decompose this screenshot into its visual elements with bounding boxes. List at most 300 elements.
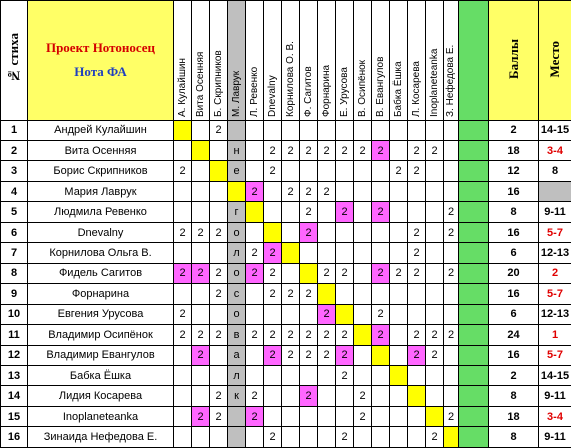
vote-cell: 2 — [444, 263, 459, 283]
judge-name: Вита Осенняя — [194, 51, 206, 117]
place-cell: 9-11 — [539, 386, 571, 406]
judge-header — [174, 1, 192, 121]
judge-header — [444, 1, 459, 121]
score-column-label: Баллы — [505, 38, 521, 79]
vote-cell — [192, 181, 210, 201]
row-number: 16 — [1, 427, 28, 448]
vote-cell — [408, 386, 426, 406]
row-number: 11 — [1, 325, 28, 345]
vote-cell — [390, 181, 408, 201]
vote-cell: 2 — [300, 345, 318, 365]
header-score — [489, 1, 539, 121]
table-row — [1, 120, 571, 140]
vote-cell — [444, 181, 459, 201]
vote-cell: 2 — [192, 263, 210, 283]
vote-cell — [282, 427, 300, 448]
score-cell: 18 — [489, 406, 539, 426]
spacer-cell — [459, 304, 489, 324]
vote-cell: 2 — [174, 222, 192, 242]
vote-cell — [354, 427, 372, 448]
vote-cell — [174, 386, 192, 406]
header-num — [1, 1, 28, 121]
vote-cell — [246, 161, 264, 181]
vote-cell — [372, 406, 390, 426]
vote-cell — [372, 386, 390, 406]
num-column-label: № стиха — [6, 33, 21, 85]
vote-cell — [444, 386, 459, 406]
score-cell: 12 — [489, 161, 539, 181]
vote-cell: 2 — [192, 406, 210, 426]
vote-cell — [282, 222, 300, 242]
vote-cell: 2 — [336, 345, 354, 365]
vote-cell — [192, 243, 210, 263]
vote-cell — [210, 243, 228, 263]
spacer-cell — [459, 181, 489, 201]
row-number: 13 — [1, 365, 28, 385]
vote-cell: 2 — [300, 181, 318, 201]
vote-cell — [390, 141, 408, 161]
vote-cell: 2 — [318, 325, 336, 345]
vote-cell — [390, 284, 408, 304]
vote-cell — [390, 365, 408, 385]
judge-name: Бабка Ёшка — [392, 60, 404, 117]
row-number: 4 — [1, 181, 28, 201]
vote-cell — [174, 181, 192, 201]
vote-cell — [426, 120, 444, 140]
vote-cell — [210, 161, 228, 181]
vote-cell — [192, 365, 210, 385]
vote-cell: е — [228, 161, 246, 181]
vote-cell — [408, 427, 426, 448]
judge-name: З. Нефедова Е. — [445, 44, 456, 117]
vote-cell — [426, 386, 444, 406]
spacer-cell — [459, 141, 489, 161]
poem-author: Лидия Косарева — [28, 386, 174, 406]
vote-cell: 2 — [318, 141, 336, 161]
vote-cell — [336, 386, 354, 406]
vote-cell — [444, 284, 459, 304]
vote-cell: 2 — [336, 141, 354, 161]
vote-cell: о — [228, 304, 246, 324]
vote-cell: 2 — [372, 263, 390, 283]
vote-cell — [354, 120, 372, 140]
spacer-cell — [459, 284, 489, 304]
vote-cell — [210, 181, 228, 201]
header-title-cell — [28, 1, 174, 121]
vote-cell: 2 — [318, 304, 336, 324]
vote-cell — [210, 427, 228, 448]
score-cell: 18 — [489, 141, 539, 161]
row-number: 3 — [1, 161, 28, 181]
vote-cell: 2 — [408, 222, 426, 242]
row-number: 9 — [1, 284, 28, 304]
vote-cell — [282, 386, 300, 406]
vote-cell: 2 — [426, 345, 444, 365]
table-row — [1, 202, 571, 222]
vote-cell — [264, 406, 282, 426]
place-cell: 14-15 — [539, 120, 571, 140]
vote-cell — [372, 120, 390, 140]
vote-cell: 2 — [210, 263, 228, 283]
vote-cell — [390, 243, 408, 263]
score-cell: 2 — [489, 365, 539, 385]
vote-cell — [354, 365, 372, 385]
vote-cell: 2 — [408, 263, 426, 283]
vote-cell: 2 — [282, 345, 300, 365]
spacer-cell — [459, 427, 489, 448]
vote-cell — [318, 243, 336, 263]
score-cell: 24 — [489, 325, 539, 345]
vote-cell: 2 — [192, 345, 210, 365]
vote-cell: 2 — [300, 202, 318, 222]
vote-cell — [228, 406, 246, 426]
vote-cell — [318, 202, 336, 222]
judge-name: Л. Ревенко — [248, 66, 260, 117]
vote-cell — [426, 304, 444, 324]
vote-cell: 2 — [300, 325, 318, 345]
vote-cell: 2 — [282, 284, 300, 304]
vote-cell: 2 — [336, 263, 354, 283]
score-cell: 16 — [489, 284, 539, 304]
vote-cell: 2 — [300, 141, 318, 161]
vote-cell — [390, 304, 408, 324]
judge-header — [282, 1, 300, 121]
vote-cell — [210, 365, 228, 385]
place-cell: 2 — [539, 263, 571, 283]
vote-cell — [354, 304, 372, 324]
vote-cell — [372, 243, 390, 263]
vote-cell — [390, 427, 408, 448]
judge-header — [390, 1, 408, 121]
vote-cell: 2 — [264, 263, 282, 283]
score-cell: 6 — [489, 304, 539, 324]
vote-cell — [318, 284, 336, 304]
judge-header — [246, 1, 264, 121]
place-cell: 12-13 — [539, 243, 571, 263]
vote-cell: 2 — [426, 141, 444, 161]
vote-cell: 2 — [336, 202, 354, 222]
vote-cell — [336, 406, 354, 426]
vote-cell: г — [228, 202, 246, 222]
vote-cell — [408, 284, 426, 304]
poem-author: Евгения Урусова — [28, 304, 174, 324]
vote-cell: 2 — [246, 406, 264, 426]
vote-cell — [372, 365, 390, 385]
spacer-cell — [459, 325, 489, 345]
vote-cell: 2 — [282, 181, 300, 201]
vote-cell — [444, 161, 459, 181]
vote-cell — [336, 181, 354, 201]
poem-author: Dnevalny — [28, 222, 174, 242]
vote-cell — [336, 161, 354, 181]
vote-cell — [264, 222, 282, 242]
row-number: 15 — [1, 406, 28, 426]
vote-cell: с — [228, 284, 246, 304]
vote-cell: 2 — [210, 386, 228, 406]
vote-cell — [282, 263, 300, 283]
vote-cell — [264, 365, 282, 385]
poem-author: Зинаида Нефедова Е. — [28, 427, 174, 448]
vote-cell — [354, 325, 372, 345]
vote-cell: 2 — [264, 161, 282, 181]
vote-cell — [354, 243, 372, 263]
vote-cell: 2 — [246, 263, 264, 283]
vote-cell — [336, 243, 354, 263]
vote-cell — [174, 427, 192, 448]
header-place — [539, 1, 571, 121]
vote-cell — [444, 243, 459, 263]
vote-cell — [372, 222, 390, 242]
vote-cell: 2 — [174, 304, 192, 324]
table-row — [1, 427, 571, 448]
row-number: 6 — [1, 222, 28, 242]
vote-cell: 2 — [336, 427, 354, 448]
table-row — [1, 345, 571, 365]
judge-name: Форнарина — [320, 64, 332, 117]
vote-cell: 2 — [192, 325, 210, 345]
vote-cell — [300, 304, 318, 324]
vote-cell: 2 — [300, 284, 318, 304]
poem-author: Людмила Ревенко — [28, 202, 174, 222]
table-row — [1, 181, 571, 201]
vote-cell — [300, 427, 318, 448]
table-row — [1, 161, 571, 181]
judge-header — [336, 1, 354, 121]
vote-cell: 2 — [210, 222, 228, 242]
place-cell: 3-4 — [539, 406, 571, 426]
vote-cell: 2 — [264, 345, 282, 365]
vote-cell: 2 — [408, 243, 426, 263]
vote-cell — [444, 365, 459, 385]
vote-cell: 2 — [444, 325, 459, 345]
vote-cell — [390, 202, 408, 222]
vote-cell — [282, 365, 300, 385]
vote-cell — [354, 345, 372, 365]
vote-cell — [354, 202, 372, 222]
spacer-cell — [459, 386, 489, 406]
score-cell: 16 — [489, 222, 539, 242]
place-cell: 12-13 — [539, 304, 571, 324]
vote-cell — [426, 365, 444, 385]
judge-header — [426, 1, 444, 121]
vote-cell — [282, 161, 300, 181]
vote-cell: 2 — [444, 406, 459, 426]
vote-cell — [372, 427, 390, 448]
row-number: 8 — [1, 263, 28, 283]
vote-cell: 2 — [174, 325, 192, 345]
spacer-cell — [459, 406, 489, 426]
place-cell: 8 — [539, 161, 571, 181]
vote-cell — [336, 120, 354, 140]
place-cell: 5-7 — [539, 222, 571, 242]
vote-cell — [174, 202, 192, 222]
vote-cell: 2 — [264, 325, 282, 345]
vote-cell: 2 — [408, 345, 426, 365]
vote-cell — [264, 120, 282, 140]
vote-cell — [318, 406, 336, 426]
vote-cell: 2 — [426, 325, 444, 345]
judge-name: Inoplaneteanka — [428, 48, 440, 117]
vote-cell — [174, 406, 192, 426]
vote-cell — [246, 120, 264, 140]
place-cell: 5-7 — [539, 284, 571, 304]
vote-cell — [174, 345, 192, 365]
poem-author: Фидель Сагитов — [28, 263, 174, 283]
judge-header — [210, 1, 228, 121]
score-cell: 8 — [489, 427, 539, 448]
poem-author: Корнилова Ольга В. — [28, 243, 174, 263]
row-number: 2 — [1, 141, 28, 161]
vote-cell — [246, 141, 264, 161]
vote-cell — [174, 120, 192, 140]
vote-cell — [228, 181, 246, 201]
vote-cell: 2 — [264, 284, 282, 304]
vote-cell — [210, 345, 228, 365]
table-row — [1, 365, 571, 385]
vote-cell: 2 — [210, 406, 228, 426]
spacer-cell — [459, 161, 489, 181]
score-cell: 16 — [489, 181, 539, 201]
vote-cell — [426, 406, 444, 426]
vote-cell — [282, 406, 300, 426]
vote-cell — [192, 427, 210, 448]
spacer-cell — [459, 263, 489, 283]
vote-cell — [318, 222, 336, 242]
vote-cell — [174, 365, 192, 385]
vote-cell — [264, 181, 282, 201]
vote-cell: 2 — [246, 325, 264, 345]
vote-cell — [444, 304, 459, 324]
place-cell: 1 — [539, 325, 571, 345]
vote-cell — [354, 222, 372, 242]
vote-cell — [336, 222, 354, 242]
vote-cell — [354, 181, 372, 201]
vote-cell — [354, 161, 372, 181]
vote-cell — [372, 284, 390, 304]
vote-cell: 2 — [408, 325, 426, 345]
vote-cell — [354, 263, 372, 283]
vote-cell — [192, 202, 210, 222]
table-row — [1, 325, 571, 345]
spacer-cell — [459, 222, 489, 242]
judge-name: А. Кулайшин — [176, 57, 188, 117]
vote-cell: 2 — [174, 161, 192, 181]
poem-author: Владимир Осипёнок — [28, 325, 174, 345]
vote-cell — [318, 161, 336, 181]
row-number: 10 — [1, 304, 28, 324]
vote-cell — [336, 284, 354, 304]
poem-author: Форнарина — [28, 284, 174, 304]
vote-cell — [282, 120, 300, 140]
vote-cell: 2 — [372, 304, 390, 324]
vote-cell — [192, 284, 210, 304]
vote-cell: 2 — [246, 181, 264, 201]
judge-header — [354, 1, 372, 121]
score-cell: 8 — [489, 386, 539, 406]
vote-cell — [444, 141, 459, 161]
judge-header — [264, 1, 282, 121]
spacer-cell — [459, 365, 489, 385]
project-title-box — [28, 1, 173, 120]
spacer-cell — [459, 243, 489, 263]
place-cell: 5-7 — [539, 345, 571, 365]
vote-cell — [408, 304, 426, 324]
vote-cell: 2 — [336, 325, 354, 345]
table-row — [1, 263, 571, 283]
row-number: 1 — [1, 120, 28, 140]
vote-cell — [426, 263, 444, 283]
vote-cell — [210, 202, 228, 222]
vote-cell — [192, 141, 210, 161]
vote-cell: 2 — [264, 141, 282, 161]
table-row — [1, 304, 571, 324]
judge-name: Е. Урусова — [338, 66, 350, 117]
vote-cell — [300, 120, 318, 140]
score-cell: 6 — [489, 243, 539, 263]
vote-cell — [426, 284, 444, 304]
vote-cell — [192, 161, 210, 181]
vote-cell — [336, 304, 354, 324]
vote-cell — [426, 243, 444, 263]
project-title: Проект Нотоносец — [45, 40, 156, 56]
vote-cell — [300, 161, 318, 181]
vote-cell — [246, 222, 264, 242]
vote-cell — [390, 345, 408, 365]
vote-cell — [390, 406, 408, 426]
vote-cell — [354, 284, 372, 304]
vote-cell: к — [228, 386, 246, 406]
vote-cell: 2 — [372, 141, 390, 161]
vote-cell: 2 — [318, 345, 336, 365]
vote-cell — [228, 120, 246, 140]
vote-cell — [372, 161, 390, 181]
vote-cell — [390, 120, 408, 140]
vote-cell — [444, 345, 459, 365]
vote-cell — [246, 345, 264, 365]
vote-cell — [246, 427, 264, 448]
judge-name: В. Евангулов — [374, 56, 386, 117]
vote-cell: 2 — [282, 325, 300, 345]
vote-cell — [408, 202, 426, 222]
vote-cell — [282, 202, 300, 222]
vote-cell: о — [228, 222, 246, 242]
vote-cell: л — [228, 365, 246, 385]
vote-cell — [246, 365, 264, 385]
poem-author: Мария Лаврук — [28, 181, 174, 201]
vote-cell — [300, 243, 318, 263]
score-cell: 8 — [489, 202, 539, 222]
vote-cell: 2 — [300, 386, 318, 406]
place-cell: 9-11 — [539, 427, 571, 448]
vote-cell — [318, 427, 336, 448]
vote-cell — [210, 141, 228, 161]
vote-cell — [300, 263, 318, 283]
vote-cell: 2 — [408, 161, 426, 181]
vote-cell: 2 — [174, 263, 192, 283]
place-cell — [539, 181, 571, 201]
judge-header — [192, 1, 210, 121]
judge-name: В. Осипёнок — [356, 59, 368, 117]
vote-cell: 2 — [210, 120, 228, 140]
row-number: 14 — [1, 386, 28, 406]
judge-header — [372, 1, 390, 121]
vote-cell: 2 — [318, 263, 336, 283]
judge-name: Б. Скрипников — [212, 49, 224, 117]
vote-cell — [390, 325, 408, 345]
vote-cell — [174, 284, 192, 304]
vote-cell: л — [228, 243, 246, 263]
vote-cell — [246, 304, 264, 324]
